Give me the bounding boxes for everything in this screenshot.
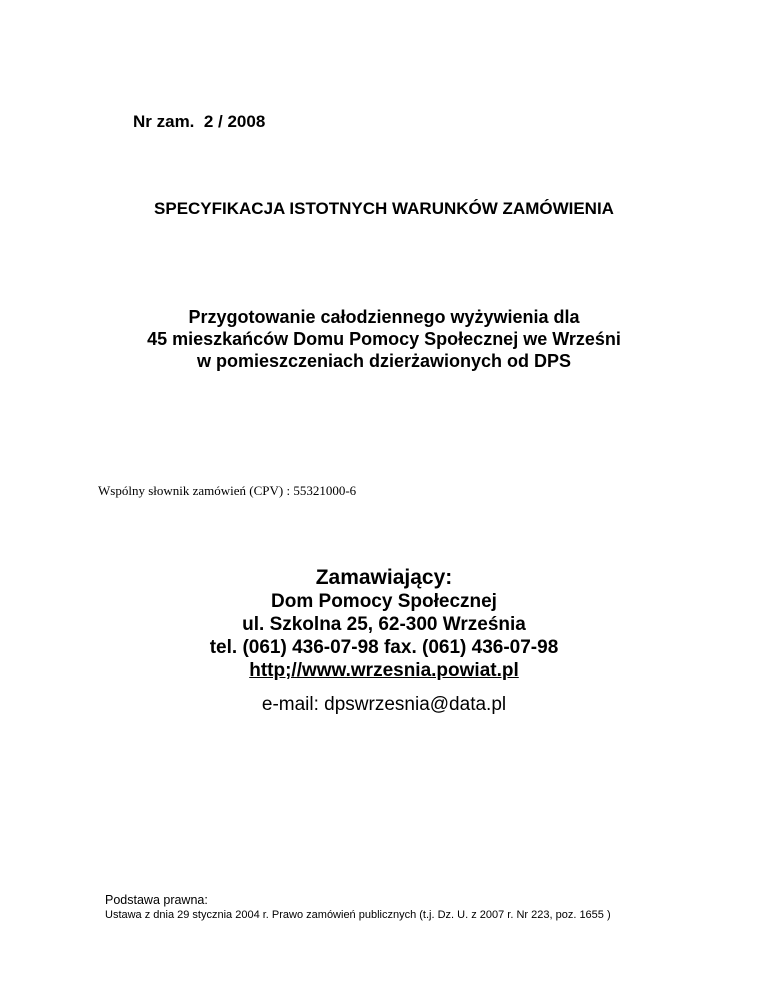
cpv-code: Wspólny słownik zamówień (CPV) : 55321000-6 (98, 483, 357, 498)
subject-line: 45 mieszkańców Domu Pomocy Społecznej we Wrześni (147, 329, 621, 349)
subject-line: w pomieszczeniach dzierżawionych od DPS (196, 351, 572, 371)
authority-website-link[interactable]: http;//www.wrzesnia.powiat.pl (249, 660, 519, 681)
legal-basis-act: Ustawa z dnia 29 stycznia 2004 r. Prawo zamówień publicznych (t.j. Dz. U. z 2007 r. Nr 223, poz. 1655 ) (105, 909, 611, 921)
authority-email: e-mail: dpswrzesnia@data.pl (261, 694, 507, 715)
subject-line: Przygotowanie całodziennego wyżywienia dla (188, 307, 580, 327)
contracting-authority (0, 565, 768, 682)
authority-address: ul. Szkolna 25, 62-300 Września (242, 614, 526, 635)
specification-title: SPECYFIKACJA ISTOTNYCH WARUNKÓW ZAMÓWIENIA (154, 199, 614, 218)
authority-phone-fax: tel. (061) 436-07-98 fax. (061) 436-07-98 (209, 637, 559, 658)
order-number: Nr zam. 2 / 2008 (133, 112, 266, 131)
authority-name: Dom Pomocy Społecznej (271, 591, 497, 612)
contracting-authority-heading: Zamawiający: (315, 566, 453, 589)
legal-basis-label: Podstawa prawna: (105, 893, 208, 907)
procurement-subject (0, 306, 768, 372)
legal-basis (105, 893, 611, 923)
